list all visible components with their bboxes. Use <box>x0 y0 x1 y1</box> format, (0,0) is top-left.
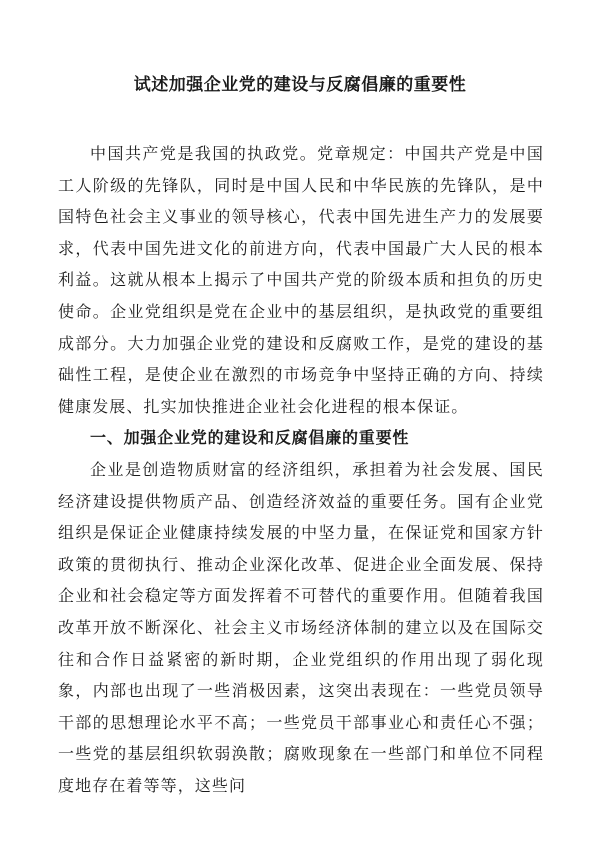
section-1-heading: 一、加强企业党的建设和反腐倡廉的重要性 <box>90 428 410 448</box>
section-1-paragraph: 企业是创造物质财富的经济组织，承担着为社会发展、国民经济建设提供物质产品、创造经济效益的重要任务。国有企业党组织是保证企业健康持续发展的中坚力量，在保证党和国家方针政策的贯彻执行、推动企业深化改革、促进企业全面发展、保持企业和社会稳定等方面发挥着不可替代的重要作用。但随着我国改革开放不断深化、社会主义市场经济体制的建立以及在国际交往和合作日益紧密的新时期，企业党组织的作用出现了弱化现象，内部也出现了一些消极因素，这突出表现在：一些党员领导干部的思想理论水平不高；一些党员干部事业心和责任心不强；一些党的基层组织软弱涣散；腐败现象在一些部门和单位不同程度地存在着等等，这些问 <box>58 459 544 795</box>
document-title: 试述加强企业党的建设与反腐倡廉的重要性 <box>133 75 467 95</box>
intro-paragraph: 中国共产党是我国的执政党。党章规定：中国共产党是中国工人阶级的先锋队，同时是中国人民和中华民族的先锋队，是中国特色社会主义事业的领导核心，代表中国先进生产力的发展要求，代表中国先进文化的前进方向，代表中国最广大人民的根本利益。这就从根本上揭示了中国共产党的阶级本质和担负的历史使命。企业党组织是党在企业中的基层组织，是执政党的重要组成部分。大力加强企业党的建设和反腐败工作，是党的建设的基础性工程，是使企业在激烈的市场竞争中坚持正确的方向、持续健康发展、扎实加快推进企业社会化进程的根本保证。 <box>58 144 544 416</box>
document-body <box>58 138 544 801</box>
